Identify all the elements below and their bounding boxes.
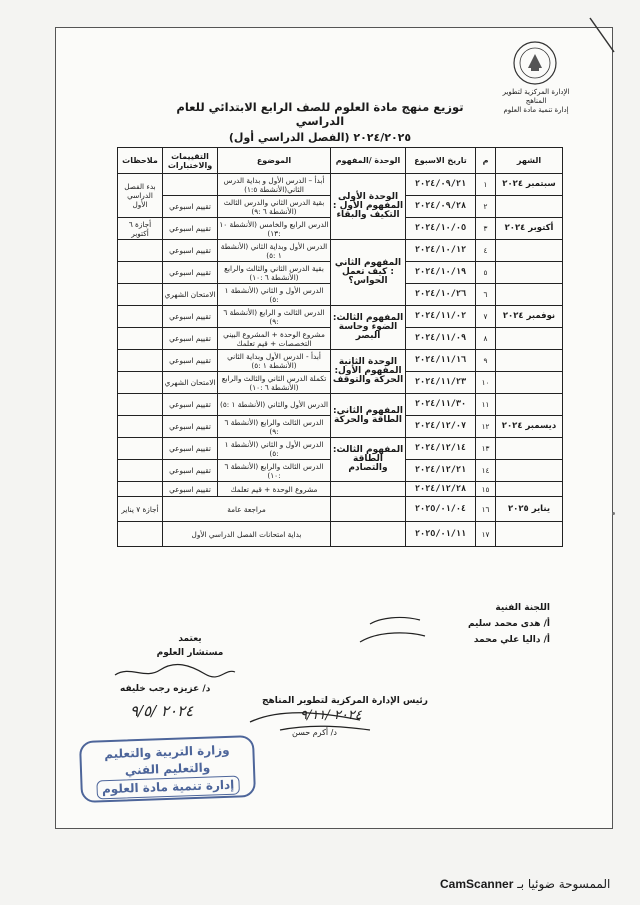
month-cell	[496, 196, 563, 218]
topic-cell: بقية الدرس الثاني والدرس الثالث (الأنشطة ٦ :٩)	[218, 196, 331, 218]
committee-signature	[350, 610, 430, 650]
date-cell: ٢٠٢٤/٠٩/٢١	[406, 174, 476, 196]
num-cell: ١٥	[476, 482, 496, 497]
approval-block	[140, 632, 240, 660]
notes-cell	[118, 328, 163, 350]
approval-label: يعتمد	[178, 634, 202, 644]
assessment-cell: تقييم اسبوعي	[163, 482, 218, 497]
topic-cell: الدرس الأول و الثاني (الأنشطة ١ :٥)	[218, 438, 331, 460]
topic-cell: تكملة الدرس الثاني والثالث والرابع (الأنشطة ٦ :١٠)	[218, 372, 331, 394]
unit-cell	[331, 482, 406, 497]
footer-brand: CamScanner	[440, 877, 514, 891]
cdc-head-role: رئيس الإدارة المركزية لتطوير المناهج	[262, 696, 428, 706]
logo-caption	[496, 88, 576, 115]
notes-cell	[118, 262, 163, 284]
topic-cell: الدرس الثالث والرابع (الأنشطة ٦ :٩)	[218, 416, 331, 438]
month-cell	[496, 240, 563, 262]
unit-cell	[331, 522, 406, 547]
num-cell: ٩	[476, 350, 496, 372]
notes-cell	[118, 522, 163, 547]
unit-cell: الوحدة الأولى المفهوم الأول : التكيف والبقاء	[331, 174, 406, 240]
stamp-line: وزارة التربية والتعليم	[103, 742, 230, 762]
num-cell: ١٦	[476, 497, 496, 522]
header-unit: الوحدة /المفهوم	[331, 148, 406, 174]
header-topic: الموضوع	[218, 148, 331, 174]
table-row	[118, 240, 563, 262]
notes-cell	[118, 482, 163, 497]
topic-cell: الدرس الثالث و الرابع (الأنشطة ٦ :٩)	[218, 306, 331, 328]
month-cell	[496, 328, 563, 350]
logo-line: إدارة تنمية مادة العلوم	[503, 106, 569, 114]
month-cell: ديسمبر ٢٠٢٤	[496, 416, 563, 438]
topic-cell: بداية امتحانات الفصل الدراسي الأول	[163, 522, 331, 547]
unit-cell: المفهوم الثالث: الضوء وحاسة البصر	[331, 306, 406, 350]
month-cell	[496, 482, 563, 497]
header-num: م	[476, 148, 496, 174]
date-cell: ٢٠٢٤/١٢/٢٨	[406, 482, 476, 497]
month-cell	[496, 460, 563, 482]
date-cell: ٢٠٢٤/١٠/١٢	[406, 240, 476, 262]
date-cell: ٢٠٢٤/١٢/١٤	[406, 438, 476, 460]
num-cell: ١١	[476, 394, 496, 416]
table-row	[118, 350, 563, 372]
assessment-cell: تقييم اسبوعي	[163, 306, 218, 328]
ministry-stamp	[79, 735, 256, 803]
assessment-cell: تقييم اسبوعي	[163, 218, 218, 240]
topic-cell: الدرس الرابع والخامس (الأنشطة ١٠ :١٣)	[219, 219, 329, 238]
date-cell: ٢٠٢٥/٠١/١١	[406, 522, 476, 547]
approval-role: مستشار العلوم	[156, 648, 224, 658]
committee-heading: اللجنة الفنية	[495, 603, 550, 613]
topic-cell: الدرس الأول و الثاني (الأنشطة ١ :٥)	[218, 284, 331, 306]
date-cell: ٢٠٢٤/١١/٠٩	[406, 328, 476, 350]
header-notes: ملاحظات	[118, 148, 163, 174]
month-cell	[496, 522, 563, 547]
num-cell: ١٧	[476, 522, 496, 547]
unit-cell: الوحدة الثانية المفهوم الأول: الحركة والتوقف	[331, 350, 406, 394]
month-cell	[496, 372, 563, 394]
date-cell: ٢٠٢٤/١٠/٠٥	[406, 218, 476, 240]
assessment-cell	[163, 174, 218, 196]
notes-cell	[118, 306, 163, 328]
notes-cell	[118, 284, 163, 306]
committee-member: أ/ داليا علي محمد	[473, 635, 550, 645]
notes-cell	[118, 350, 163, 372]
assessment-cell: تقييم اسبوعي	[163, 262, 218, 284]
num-cell: ١٠	[476, 372, 496, 394]
date-cell: ٢٠٢٤/١١/٣٠	[406, 394, 476, 416]
committee-member: أ/ هدى محمد سليم	[467, 619, 550, 629]
month-cell: سبتمبر ٢٠٢٤	[496, 174, 563, 196]
assessment-cell: تقييم اسبوعي	[163, 328, 218, 350]
topic-cell: مشروع الوحدة + المشروع البيني التخصصات + قيم تعلمك	[218, 328, 331, 350]
num-cell: ٨	[476, 328, 496, 350]
header-month: الشهر	[496, 148, 563, 174]
unit-cell: المفهوم الثاني: الطاقة والحركة	[331, 394, 406, 438]
topic-cell: مراجعة عامة	[163, 497, 331, 522]
notes-cell	[118, 460, 163, 482]
topic-cell: الدرس الأول وبداية الثاني (الأنشطة ١ :٥)	[218, 240, 331, 262]
date-cell: ٢٠٢٤/١٠/١٩	[406, 262, 476, 284]
assessment-cell: الامتحان الشهري	[163, 284, 218, 306]
date-cell: ٢٠٢٤/٠٩/٢٨	[406, 196, 476, 218]
assessment-cell: تقييم اسبوعي	[163, 240, 218, 262]
document-title	[160, 100, 480, 144]
adviser-signature	[110, 660, 240, 684]
num-cell: ٦	[476, 284, 496, 306]
notes-cell	[118, 416, 163, 438]
num-cell: ١٤	[476, 460, 496, 482]
curriculum-table	[117, 147, 563, 547]
month-cell	[496, 284, 563, 306]
assessment-cell: تقييم اسبوعي	[163, 460, 218, 482]
assessment-cell: تقييم اسبوعي	[163, 394, 218, 416]
assessment-cell: تقييم اسبوعي	[163, 416, 218, 438]
notes-cell: بدء الفصل الدراسي الأول	[118, 174, 163, 218]
table-row	[118, 394, 563, 416]
notes-cell: أجازة ٦ أكتوبر	[118, 218, 163, 240]
technical-committee	[410, 600, 550, 648]
month-cell: نوفمبر ٢٠٢٤	[496, 306, 563, 328]
adviser-name: د/ عزيزه رجب خليفه	[120, 684, 211, 694]
num-cell: ٥	[476, 262, 496, 284]
ministry-logo	[512, 40, 558, 86]
num-cell: ١٢	[476, 416, 496, 438]
table-row	[118, 497, 563, 522]
adviser-date: ٢٠٢٤ /٩/٥	[130, 702, 194, 720]
footer-text: الممسوحة ضوئيا بـ	[517, 877, 611, 891]
num-cell: ٤	[476, 240, 496, 262]
month-cell	[496, 262, 563, 284]
table-row	[118, 306, 563, 328]
assessment-cell: الامتحان الشهري	[163, 372, 218, 394]
topic-cell: أبدأ – الدرس الأول و بداية الدرس الثاني(الأنشطة ١:٥)	[218, 174, 331, 196]
month-cell	[496, 394, 563, 416]
num-cell: ٧	[476, 306, 496, 328]
notes-cell	[118, 240, 163, 262]
num-cell: ١٣	[476, 438, 496, 460]
unit-cell: المفهوم الثاني : كيف تعمل الحواس؟	[331, 240, 406, 306]
stamp-line: إدارة تنمية مادة العلوم	[96, 775, 240, 799]
cdc-head-name: د/ أكرم حسن	[292, 728, 337, 737]
notes-cell: أجازة ٧ يناير	[118, 497, 163, 522]
table-row	[118, 482, 563, 497]
topic-cell: الدرس الثالث والرابع (الأنشطة ٦ :١٠)	[218, 460, 331, 482]
unit-cell: المفهوم الثالث: الطاقة والتصادم	[331, 438, 406, 482]
num-cell: ٢	[476, 196, 496, 218]
date-cell: ٢٠٢٤/١١/١٦	[406, 350, 476, 372]
date-cell: ٢٠٢٥/٠١/٠٤	[406, 497, 476, 522]
month-cell: أكتوبر ٢٠٢٤	[496, 218, 563, 240]
table-row	[118, 174, 563, 196]
assessment-cell: تقييم اسبوعي	[163, 350, 218, 372]
date-cell: ٢٠٢٤/١٠/٢٦	[406, 284, 476, 306]
assessment-cell: تقييم اسبوعي	[163, 438, 218, 460]
notes-cell	[118, 372, 163, 394]
month-cell: يناير ٢٠٢٥	[496, 497, 563, 522]
notes-cell	[118, 394, 163, 416]
date-cell: ٢٠٢٤/١٢/٢١	[406, 460, 476, 482]
pen-stroke	[588, 16, 618, 56]
unit-cell	[331, 497, 406, 522]
month-cell	[496, 350, 563, 372]
topic-cell: مشروع الوحدة + قيم تعلمك	[218, 482, 331, 497]
topic-cell: الدرس الأول والثاني (الأنشطة ١ :٥)	[218, 394, 331, 416]
logo-line: الإدارة المركزية لتطوير المناهج	[502, 88, 570, 105]
stamp-line: والتعليم الفني	[124, 760, 211, 778]
header-assessment: التقييمات والاختبارات	[163, 148, 218, 174]
date-cell: ٢٠٢٤/١٢/٠٧	[406, 416, 476, 438]
date-cell: ٢٠٢٤/١١/٢٣	[406, 372, 476, 394]
num-cell: ٣	[476, 218, 496, 240]
num-cell: ١	[476, 174, 496, 196]
month-cell	[496, 438, 563, 460]
cdc-head-date: ٢٠٢٤ /٩/١١	[300, 708, 362, 723]
date-cell: ٢٠٢٤/١١/٠٢	[406, 306, 476, 328]
scan-speck	[612, 512, 615, 515]
scanner-footer	[440, 877, 610, 891]
title-line-2: ٢٠٢٤/٢٠٢٥ (الفصل الدراسي أول)	[228, 131, 412, 144]
header-week-date: تاريخ الاسبوع	[406, 148, 476, 174]
assessment-cell: تقييم اسبوعي	[163, 196, 218, 218]
topic-cell: بقية الدرس الثاني والثالث والرابع (الأنشطة ٦ :١٠)	[218, 262, 331, 284]
table-header-row	[118, 148, 563, 174]
notes-cell	[118, 438, 163, 460]
topic-cell: أبدأ - الدرس الأول وبداية الثاني (الأنشطة ١ :٥)	[218, 350, 331, 372]
title-line-1: توزيع منهج مادة العلوم للصف الرابع الابتدائي للعام الدراسي	[176, 100, 464, 128]
table-row	[118, 438, 563, 460]
table-row	[118, 522, 563, 547]
